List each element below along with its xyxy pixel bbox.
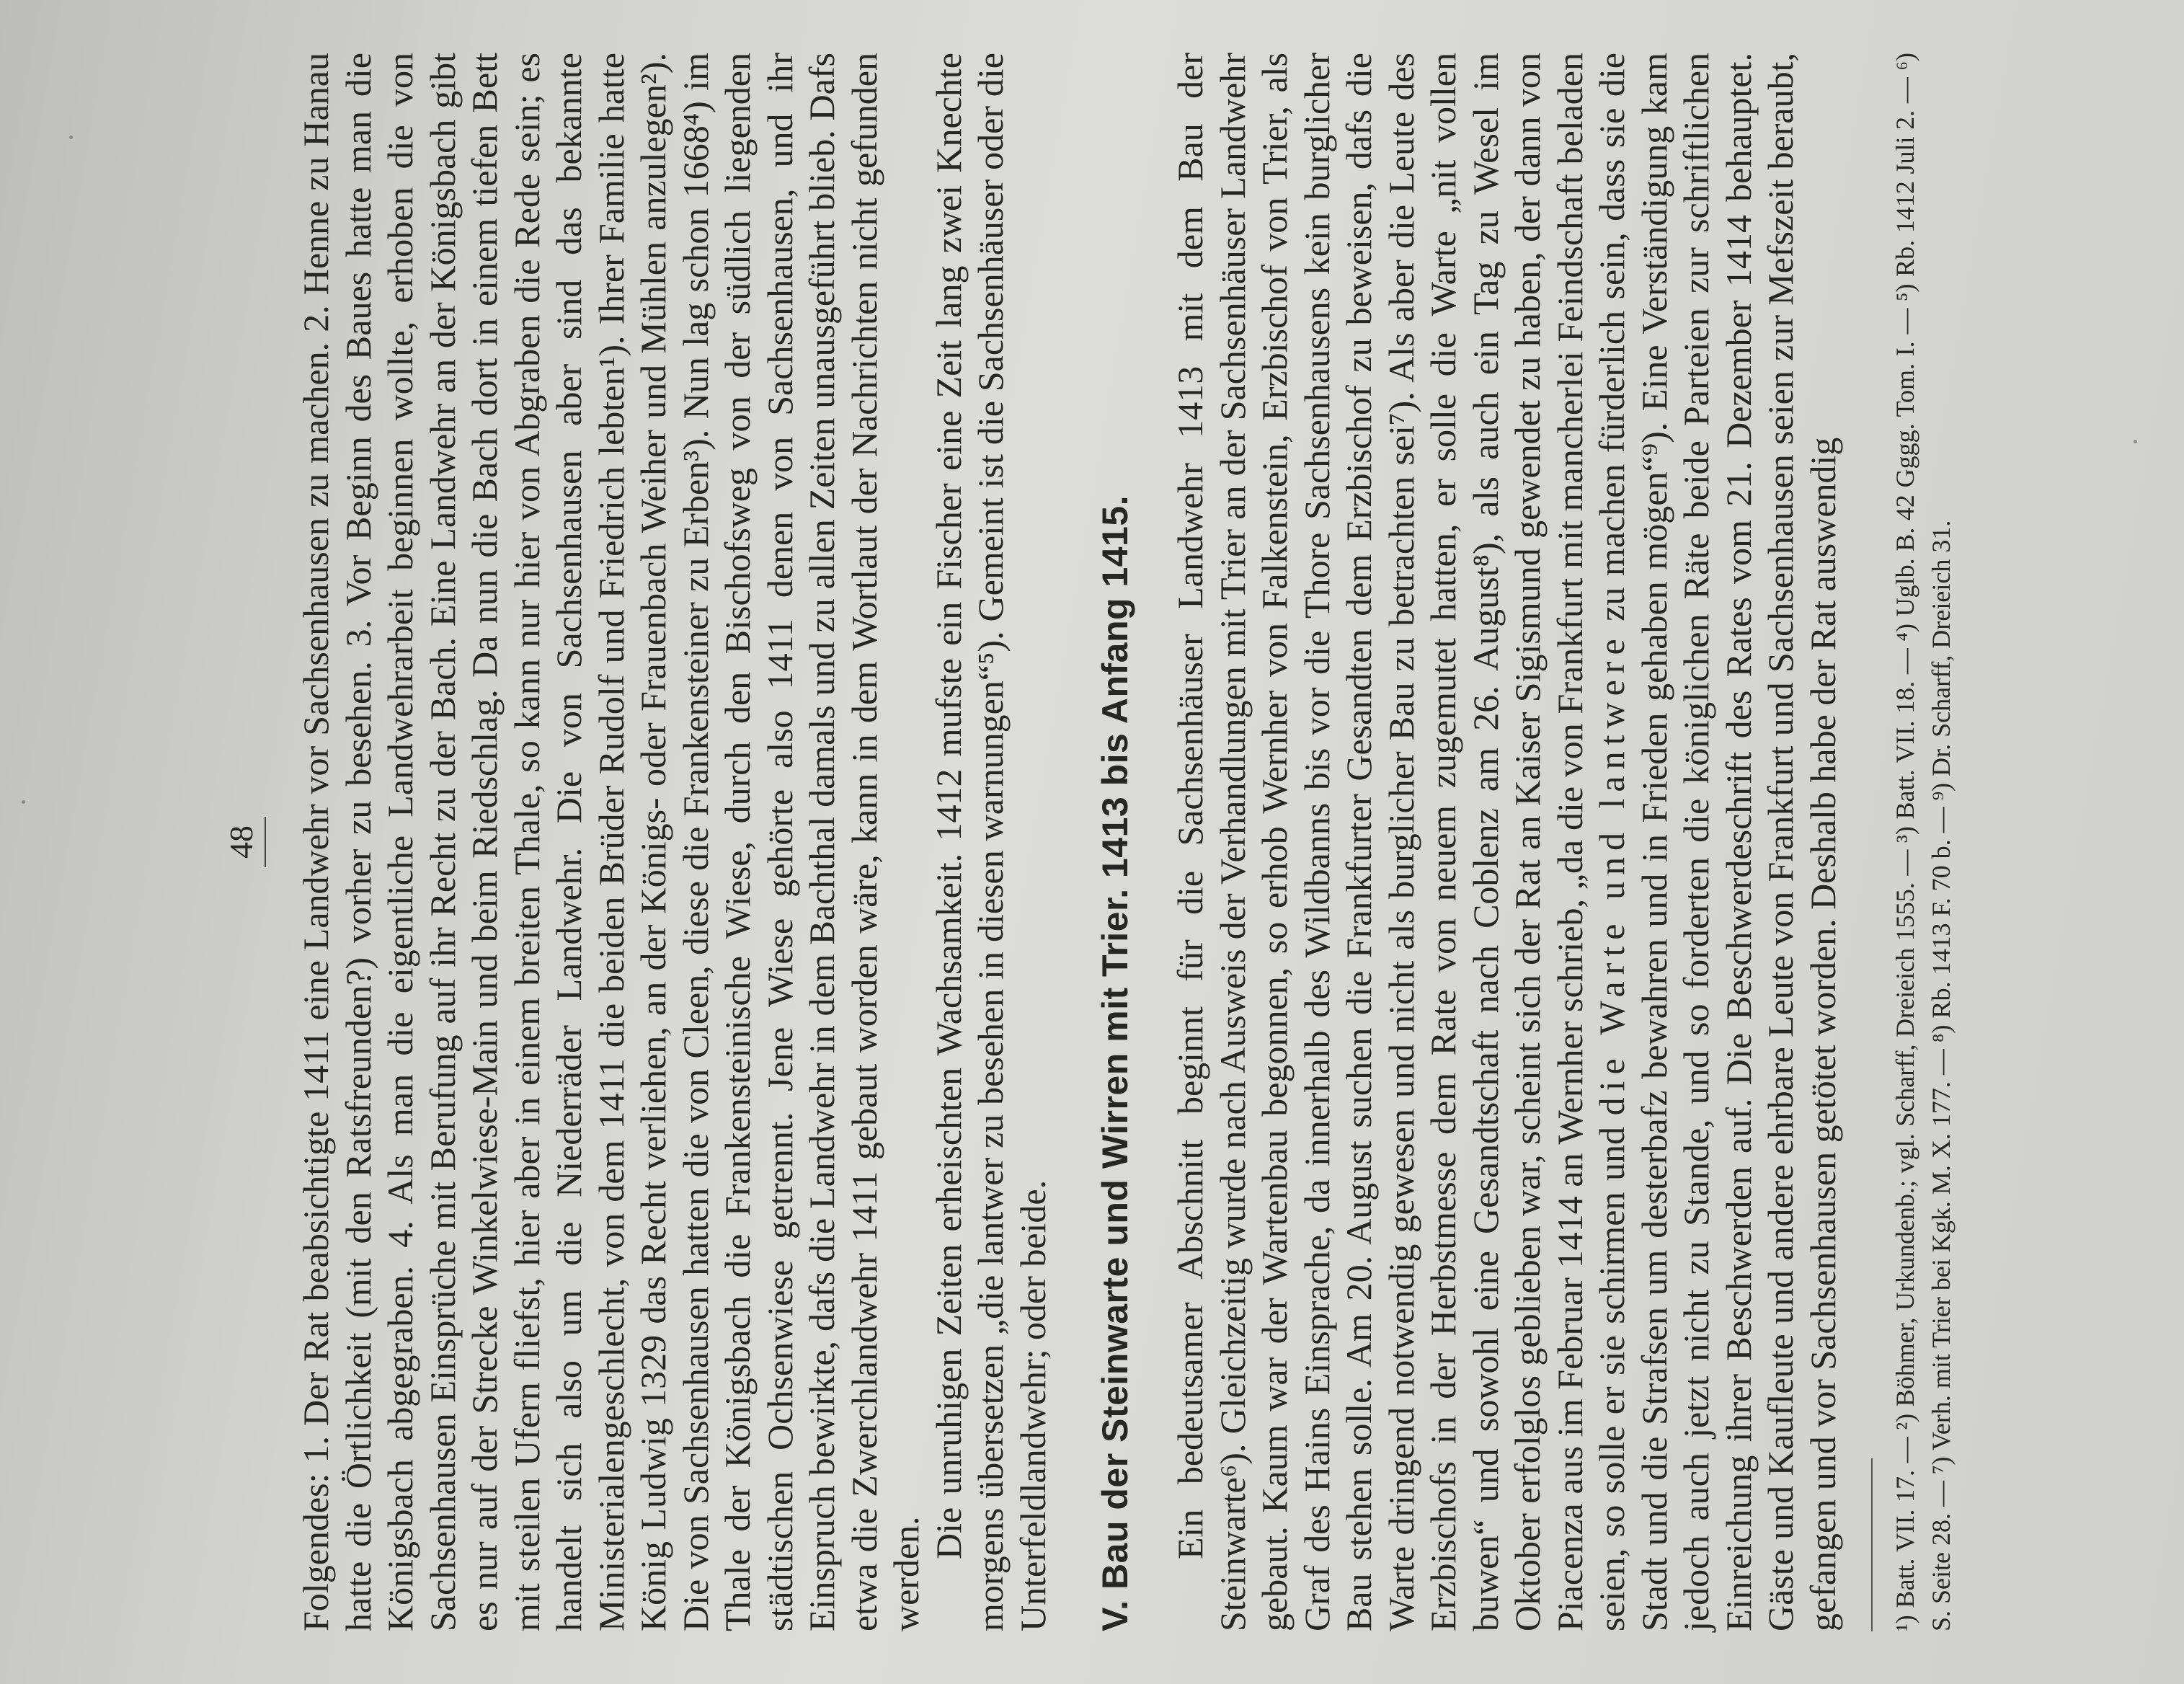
page-number (220, 53, 266, 1631)
section-body (1169, 53, 1844, 1631)
rotated-page (220, 53, 1964, 1631)
section-paragraph (1169, 53, 1844, 1631)
paragraph-1: Folgendes: 1. Der Rat beabsichtigte 1411 eine Landwehr vor Sachsenhausen zu machen. 2. Henne zu Hanau hatte die Örtlichkeit (mit den Ratsfreunden?) vorher zu besehen. 3. Vor Beginn des Baues hatte man die Königsbach abgegraben. 4. Als man die eigentliche Landwehrarbeit beginnen wollte, erhoben die von Sachsenhausen Einsprüche mit Berufung auf ihr Recht zu der Bach. Eine Landwehr an der Königsbach gibt es nur auf der Strecke Winkelwiese-Main und beim Riedschlag. Da nun die Bach dort in einem tiefen Bett mit steilen Ufern fliefst, hier aber in einem breiten Thale, so kann nur hier von Abgraben die Rede sein; es handelt sich also um die Niederräder Landwehr. Die von Sachsenhausen aber sind das bekannte Ministerialengeschlecht, von dem 1411 die beiden Brüder Rudolf und Friedrich lebten¹). Ihrer Familie hatte König Ludwig 1329 das Recht verliehen, an der Königs- oder Frauenbach Weiher und Mühlen anzulegen²). Die von Sachsenhausen hatten die von Cleen, diese die Frankensteiner zu Erben³). Nun lag schon 1668⁴) im Thale der Königsbach die Frankensteinische Wiese, durch den Bischofsweg von der südlich liegenden städtischen Ochsenwiese getrennt. Jene Wiese gehörte also 1411 denen von Sachsenhausen, und ihr Einspruch bewirkte, dafs die Landwehr in dem Bachthal damals und zu allen Zeiten unausgeführt blieb. Dafs etwa die Zwerchlandwehr 1411 gebaut worden wäre, kann in dem Wortlaut der Nachrichten nicht gefunden werden. (296, 53, 926, 1631)
section-text-part-1: Ein bedeutsamer Abschnitt beginnt für die Sachsenhäuser Landwehr 1413 mit dem Bau der Steinwarte⁶). Gleichzeitig wurde nach Ausweis der Verhandlungen mit Trier an der Sachsenhäuser Landwehr gebaut. Kaum war der Wartenbau begonnen, so erhob Wernher von Falkenstein, Erzbischof von Trier, als Graf des Hains Einsprache, da innerhalb des Wildbanns bis vor die Thore Sachsenhausens kein burglicher Bau stehen solle. Am 20. August suchen die Frankfurter Gesandten dem Erzbischof zu beweisen, dafs die Warte dringend notwendig gewesen und nicht als burglicher Bau zu betrachten sei⁷). Als aber die Leute des Erzbischofs in der Herbstmesse dem Rate von neuem zugemutet hatten, er solle die Warte „nit vollen buwen“ und sowohl eine Gesandtschaft nach Coblenz am 26. August⁸), als auch ein Tag zu Wesel im Oktober erfolglos geblieben war, scheint sich der Rat an Kaiser Sigismund gewendet zu haben, der dann von Piacenza aus im Februar 1414 an Wernher schrieb, „da die von Frankfurt mit mancherlei Feindschaft beladen seien, so solle er sie schirmen und (1170, 53, 1632, 1631)
footnote-text: ¹) Batt. VII. 17. — ²) Böhmer, Urkundenb.; vgl. Scharff, Dreieich 1555. — ³) Batt. VII. 18. — ⁴) Uglb. B. 42 Gggg. Tom. I. — ⁵) Rb. 1412 Juli 2. — ⁶) S. Seite 28. — ⁷) Verh. mit Trier bei Kgk. M. X. 177. — ⁸) Rb. 1413 F. 70 b. — ⁹) Dr. Scharff, Dreieich 31. (1891, 53, 1956, 1631)
section-heading: V. Bau der Steinwarte und Wirren mit Trier. 1413 bis Anfang 1415. (1095, 495, 1135, 1631)
paragraph-2: Die unruhigen Zeiten erheischten Wachsamkeit. 1412 mufste ein Fischer eine Zeit lang zwei Knechte morgens übersetzen „die lantwer zu besehen in diesen warnungen“⁵). Gemeint ist die Sachsenhäuser oder die Unterfeldlandwehr; oder beide. (928, 53, 1053, 1631)
section-text-spaced: die Warte und lantwere (1592, 632, 1632, 1116)
footnote-divider (1871, 1458, 1873, 1631)
section-text-part-2: zu machen fürderlich sein, dass sie die Stadt und die Strafsen um desterbafz bewahren und in Frieden gehaben mögen“⁹). Eine Verständigung kam jedoch auch jetzt nicht zu Stande, und so forderten die königlichen Räte beide Parteien zur schriftlichen Einreichung ihrer Beschwerden auf. Die Beschwerdeschrift des Rates vom 21. Dezember 1414 behauptet. Gäste und Kaufleute und andere ehrbare Leute von Frankfurt und Sachsenhausen seien zur Mefszeit beraubt, gefangen und vor Sachsenhausen getötet worden. Deshalb habe der Rat auswendig (1592, 53, 1843, 1631)
page-number-text: 48 (220, 817, 266, 867)
body-text (295, 53, 1054, 1631)
footnotes (1887, 53, 1959, 1631)
